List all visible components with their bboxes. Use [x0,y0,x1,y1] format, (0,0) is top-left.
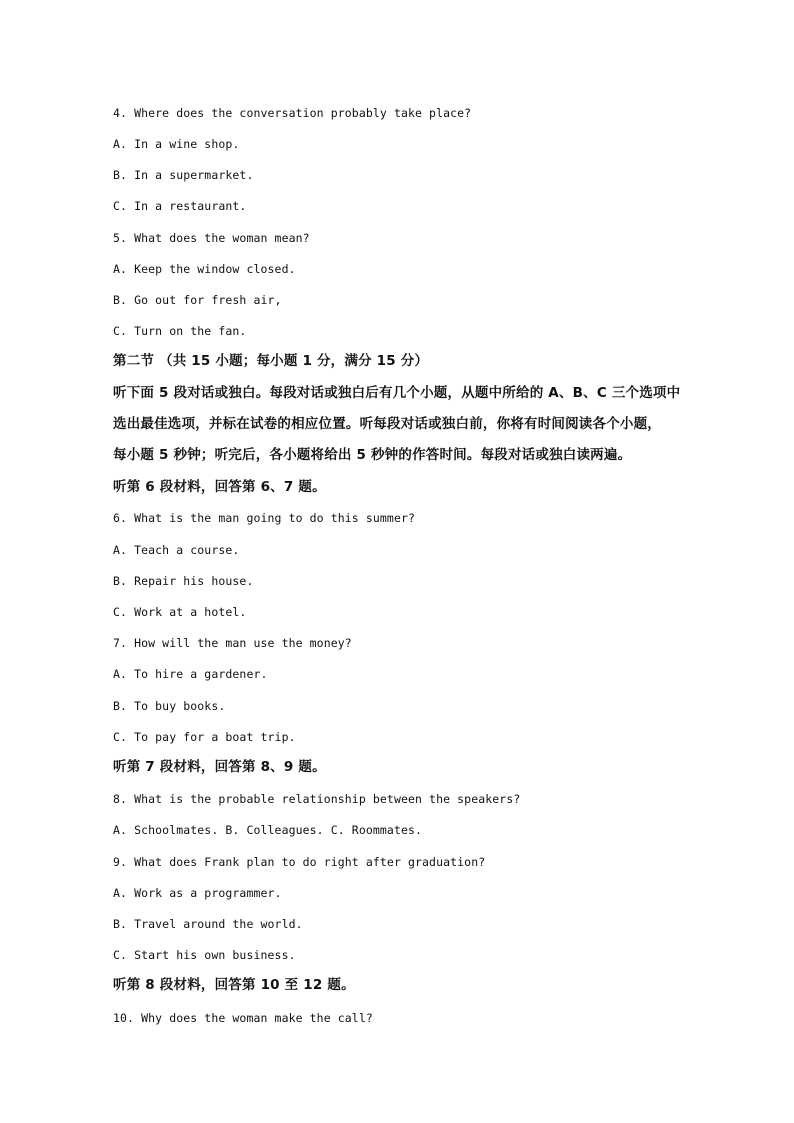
question-7-option-a: A. To hire a gardener. [113,667,268,681]
question-9: 9. What does Frank plan to do right after graduation? [113,855,486,869]
question-5-option-c: C. Turn on the fan. [113,324,247,338]
section-2-instructions-line-3: 每小题 5 秒钟；听完后，各小题将给出 5 秒钟的作答时间。每段对话或独白读两遍。 [113,447,632,463]
question-7: 7. How will the man use the money? [113,636,352,650]
section-2-instructions-line-1: 听下面 5 段对话或独白。每段对话或独白后有几个小题，从题中所给的 A、B、C 三个选项中 [113,385,681,401]
question-4-option-b: B. In a supermarket. [113,168,254,182]
question-4-option-c: C. In a restaurant. [113,199,247,213]
question-8-options: A. Schoolmates. B. Colleagues. C. Roommates. [113,823,423,837]
question-7-option-b: B. To buy books. [113,699,226,713]
question-5: 5. What does the woman mean? [113,231,310,245]
section-2-instructions-line-2: 选出最佳选项，并标在试卷的相应位置。听每段对话或独白前，你将有时间阅读各个小题， [113,416,661,432]
question-6: 6. What is the man going to do this summer? [113,511,416,525]
question-5-option-b: B. Go out for fresh air, [113,293,282,307]
question-9-option-b: B. Travel around the world. [113,917,303,931]
passage-6-heading: 听第 6 段材料，回答第 6、7 题。 [113,479,326,495]
question-4-option-a: A. In a wine shop. [113,137,240,151]
question-9-option-a: A. Work as a programmer. [113,886,282,900]
question-6-option-b: B. Repair his house. [113,574,254,588]
question-9-option-c: C. Start his own business. [113,948,296,962]
passage-8-heading: 听第 8 段材料，回答第 10 至 12 题。 [113,977,355,993]
question-5-option-a: A. Keep the window closed. [113,262,296,276]
question-4: 4. Where does the conversation probably take place? [113,106,472,120]
question-6-option-a: A. Teach a course. [113,543,240,557]
question-6-option-c: C. Work at a hotel. [113,605,247,619]
question-8: 8. What is the probable relationship between the speakers? [113,792,521,806]
section-2-heading: 第二节 （共 15 小题；每小题 1 分，满分 15 分） [113,353,429,369]
passage-7-heading: 听第 7 段材料，回答第 8、9 题。 [113,759,326,775]
question-7-option-c: C. To pay for a boat trip. [113,730,296,744]
question-10: 10. Why does the woman make the call? [113,1011,373,1025]
